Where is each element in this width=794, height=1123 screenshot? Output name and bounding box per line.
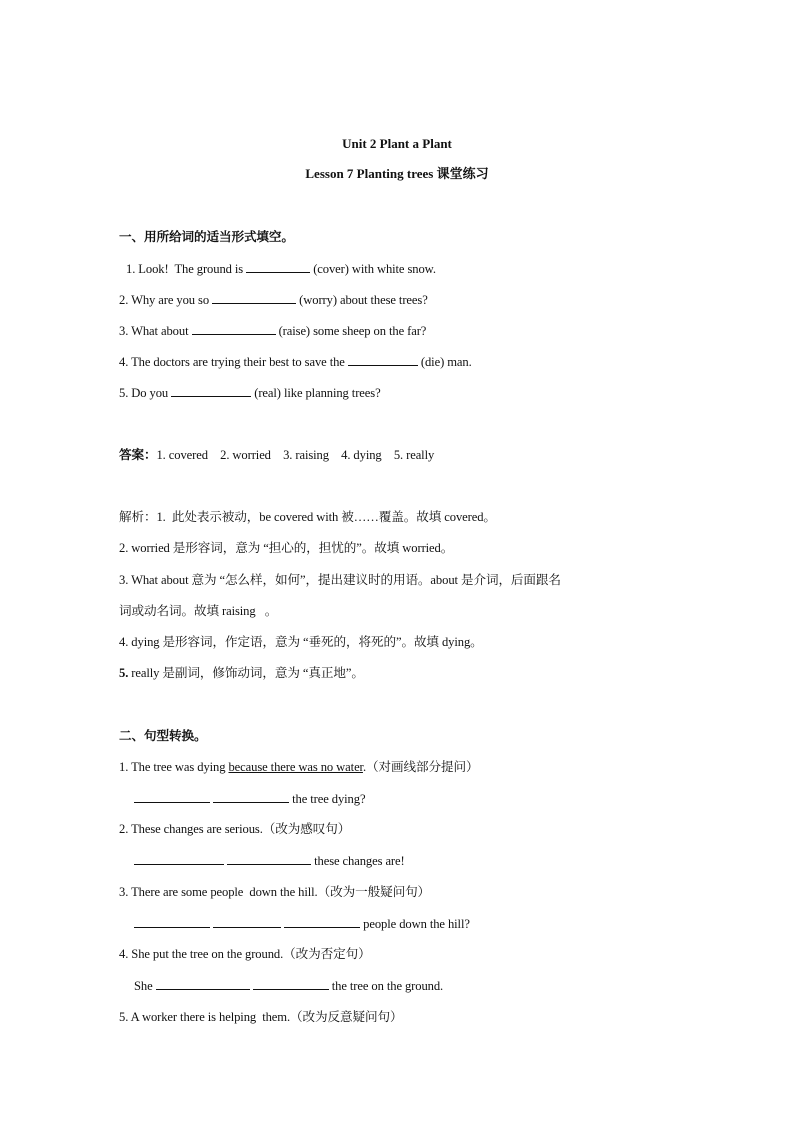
section2-heading: 二、句型转换。 [119,729,207,743]
transform-question-5: 5. A worker there is helping them.（改为反意疑问句） [119,1010,403,1024]
transform-answer-2: these changes are! [134,852,405,869]
analysis-line-1: 解析：1. 此处表示被动，be covered with 被……覆盖。故填 covered。 [119,510,496,524]
analysis-line-3: 3. What about 意为 “怎么样，如何”，提出建议时的用语。about 是介词，后面跟名 [119,573,561,587]
answer-blank [134,915,210,928]
transform-question-4: 4. She put the tree on the ground.（改为否定句） [119,947,371,961]
answer-blank [227,852,311,865]
answer-blank [213,790,289,803]
answer-blank [134,852,224,865]
underlined-phrase: because there was no water [228,760,363,774]
answer-blank [213,915,281,928]
answer-blank [192,322,276,335]
transform-answer-1: the tree dying? [134,790,365,807]
answer-blank [156,977,250,990]
analysis-line-4: 词或动名词。故填 raising 。 [119,604,278,618]
transform-question-2: 2. These changes are serious.（改为感叹句） [119,822,351,836]
transform-answer-3: people down the hill? [134,915,470,932]
transform-answer-4: She the tree on the ground. [134,979,444,993]
analysis-line-2: 2. worried 是形容词，意为 “担心的，担忧的”。故填 worried。 [119,541,454,555]
answer-line: 答案：1. covered 2. worried 3. raising 4. dying 5. really [119,448,435,462]
analysis-line-6: 5. really 是副词，修饰动词，意为 “真正地”。 [119,666,364,680]
fill-item-1: 1. Look! The ground is (cover) with white snow. [126,262,436,276]
answer-blank [284,915,360,928]
answer-blank [246,260,310,273]
answer-blank [212,291,296,304]
fill-item-5: 5. Do you (real) like planning trees? [119,386,381,400]
transform-question-3: 3. There are some people down the hill.（改为一般疑问句） [119,885,431,899]
fill-item-4: 4. The doctors are trying their best to save the (die) man. [119,355,472,369]
unit-title: Unit 2 Plant a Plant [342,136,452,151]
answer-blank [134,790,210,803]
transform-question-1: 1. The tree was dying because there was no water.（对画线部分提问） [119,760,479,774]
fill-item-2: 2. Why are you so (worry) about these trees? [119,293,428,307]
analysis-line-5: 4. dying 是形容词，作定语，意为 “垂死的，将死的”。故填 dying。 [119,635,483,649]
answer-blank [171,384,251,397]
answer-blank [253,977,329,990]
fill-item-3: 3. What about (raise) some sheep on the far? [119,324,427,338]
lesson-title: Lesson 7 Planting trees 课堂练习 [305,166,489,181]
section1-heading: 一、用所给词的适当形式填空。 [119,230,294,244]
answer-blank [348,353,418,366]
